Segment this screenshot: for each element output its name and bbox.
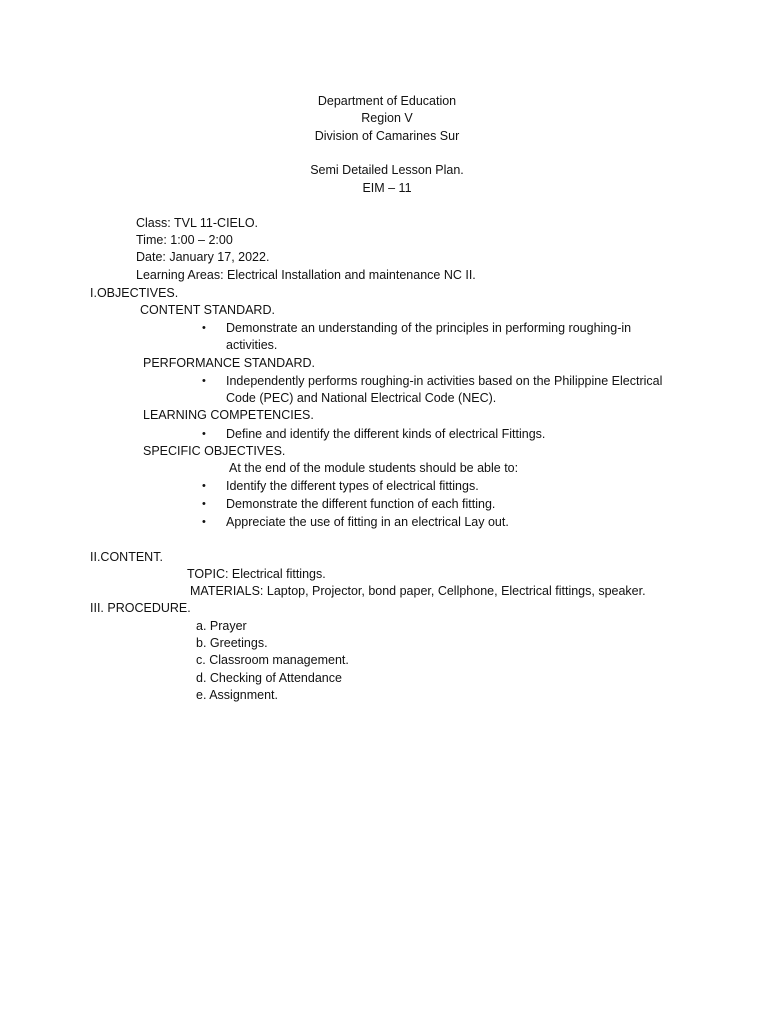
content-heading: II.CONTENT. bbox=[90, 550, 163, 564]
performance-standard-heading: PERFORMANCE STANDARD. bbox=[143, 356, 316, 370]
list-item: Demonstrate the different function of each fitting. bbox=[226, 497, 496, 511]
content-standard-item-continued: activities. bbox=[226, 338, 278, 352]
list-item: e. Assignment. bbox=[196, 688, 278, 702]
procedure-heading: III. PROCEDURE. bbox=[90, 601, 191, 615]
list-item: d. Checking of Attendance bbox=[196, 671, 342, 685]
learning-competencies-heading: LEARNING COMPETENCIES. bbox=[143, 408, 314, 422]
content-standard-heading: CONTENT STANDARD. bbox=[140, 303, 275, 317]
bullet-icon: • bbox=[202, 322, 206, 334]
specific-objectives-intro: At the end of the module students should be able to: bbox=[229, 461, 519, 475]
performance-standard-item-continued: Code (PEC) and National Electrical Code (NEC). bbox=[226, 391, 497, 405]
bullet-icon: • bbox=[202, 516, 206, 528]
content-materials: MATERIALS: Laptop, Projector, bond paper, Cellphone, Electrical fittings, speaker. bbox=[190, 584, 646, 598]
header-division: Division of Camarines Sur bbox=[314, 129, 460, 143]
subject-code: EIM – 11 bbox=[362, 181, 412, 195]
list-item: c. Classroom management. bbox=[196, 653, 349, 667]
list-item: a. Prayer bbox=[196, 619, 247, 633]
info-time: Time: 1:00 – 2:00 bbox=[136, 233, 233, 247]
objectives-heading: I.OBJECTIVES. bbox=[90, 286, 179, 300]
specific-objectives-heading: SPECIFIC OBJECTIVES. bbox=[143, 444, 286, 458]
bullet-icon: • bbox=[202, 498, 206, 510]
performance-standard-item: Independently performs roughing-in activities based on the Philippine Electrical bbox=[226, 374, 663, 388]
info-date: Date: January 17, 2022. bbox=[136, 250, 270, 264]
list-item: Appreciate the use of fitting in an electrical Lay out. bbox=[226, 515, 509, 529]
bullet-icon: • bbox=[202, 375, 206, 387]
list-item: b. Greetings. bbox=[196, 636, 268, 650]
bullet-icon: • bbox=[202, 428, 206, 440]
content-topic: TOPIC: Electrical fittings. bbox=[187, 567, 326, 581]
lesson-plan-title: Semi Detailed Lesson Plan. bbox=[310, 163, 464, 177]
learning-competencies-item: Define and identify the different kinds of electrical Fittings. bbox=[226, 427, 546, 441]
list-item: Identify the different types of electrical fittings. bbox=[226, 479, 479, 493]
content-standard-item: Demonstrate an understanding of the principles in performing roughing-in bbox=[226, 321, 632, 335]
info-class: Class: TVL 11-CIELO. bbox=[136, 216, 259, 230]
header-department: Department of Education bbox=[317, 94, 457, 108]
bullet-icon: • bbox=[202, 480, 206, 492]
header-region: Region V bbox=[361, 111, 413, 125]
info-learning-areas: Learning Areas: Electrical Installation and maintenance NC II. bbox=[136, 268, 476, 282]
